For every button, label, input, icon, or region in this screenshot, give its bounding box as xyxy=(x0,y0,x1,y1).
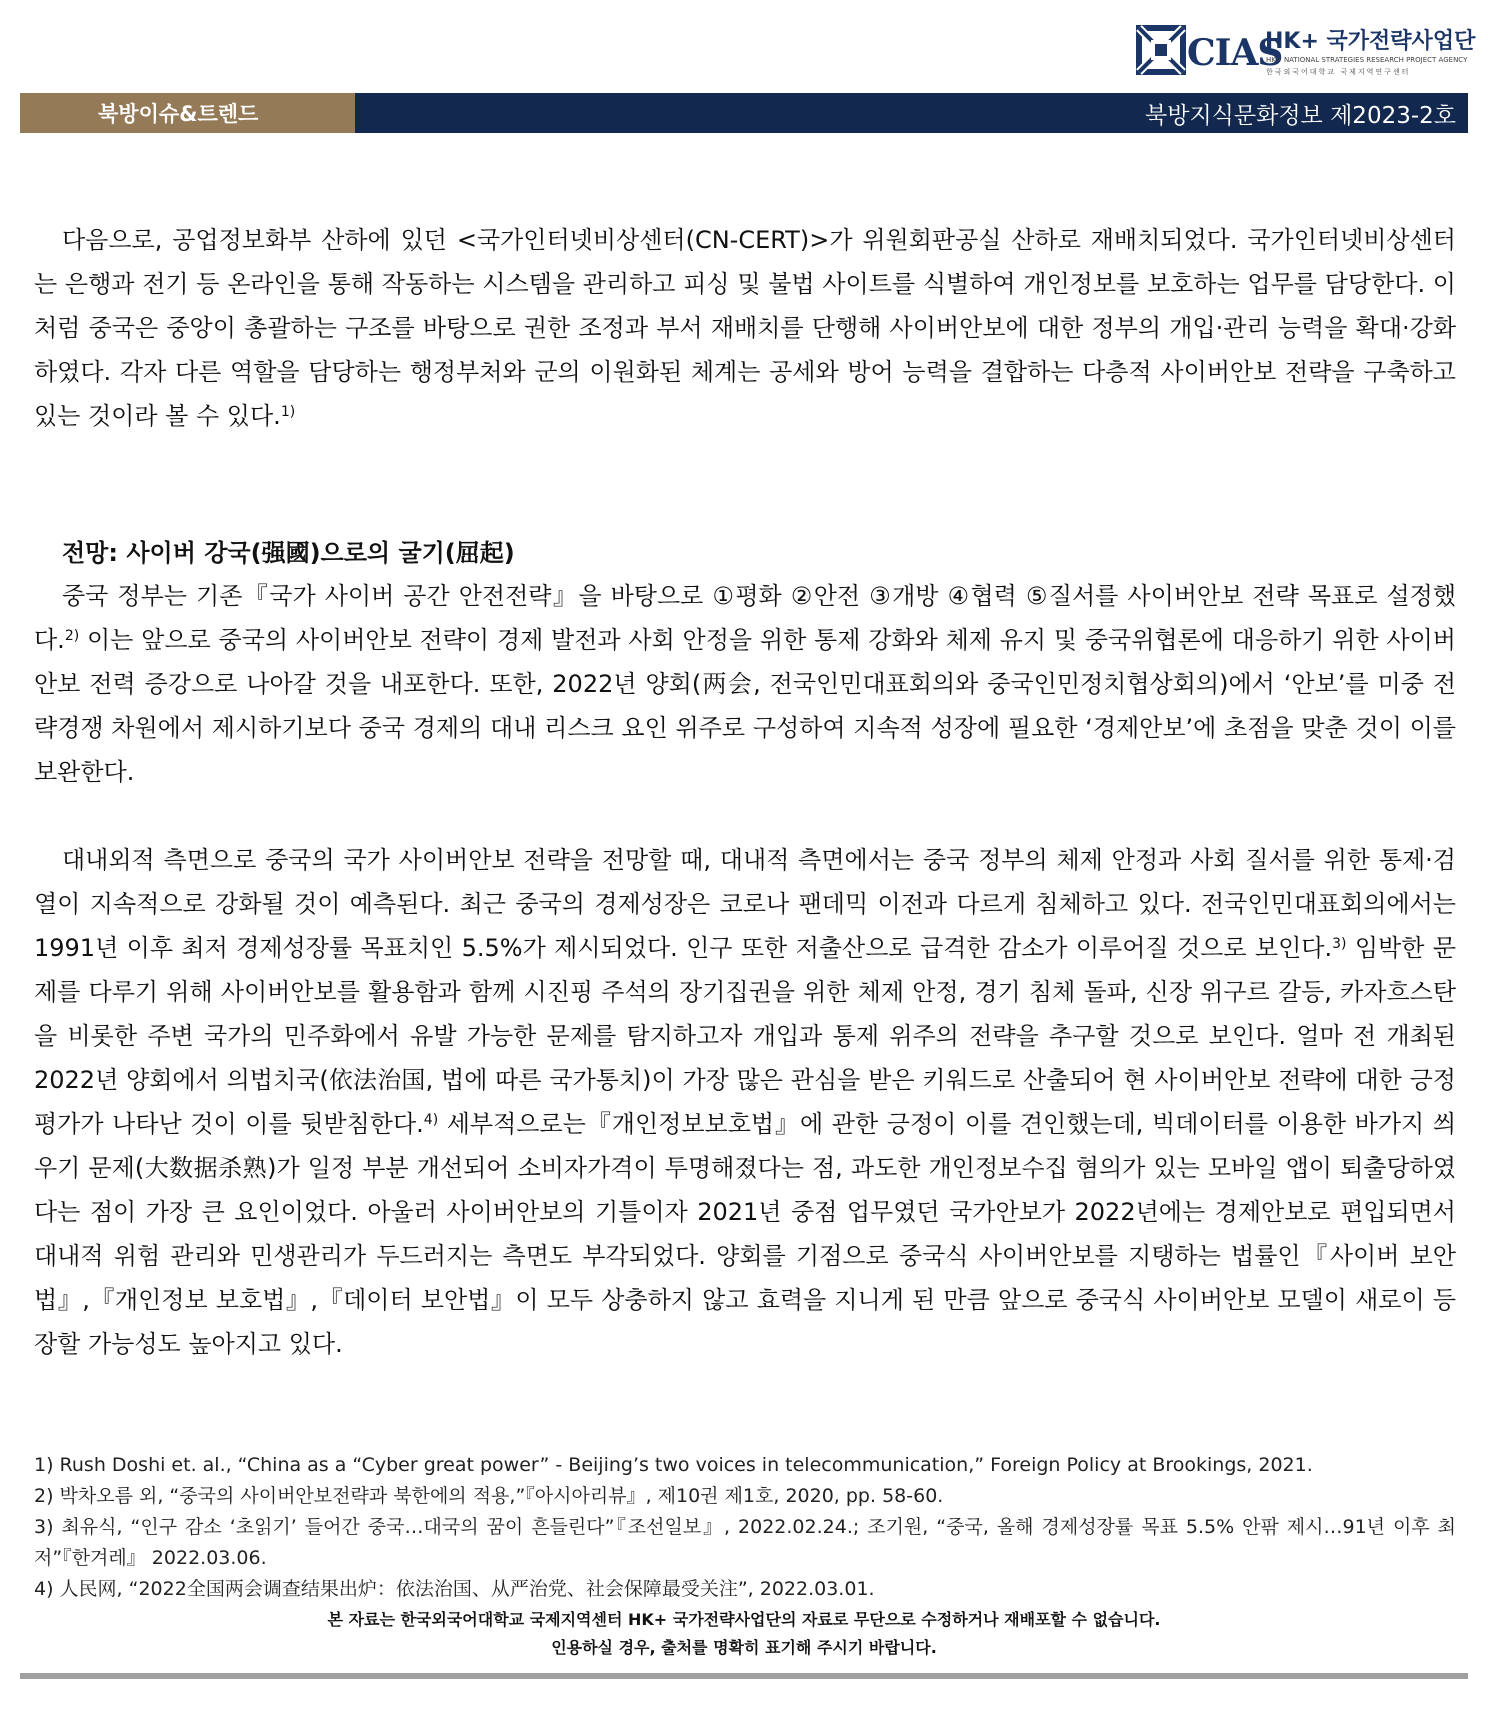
footnote-ref-3: 3) xyxy=(1332,936,1347,952)
logo-subtitle-en: HK+ NATIONAL STRATEGIES RESEARCH PROJECT AGENCY xyxy=(1266,56,1468,64)
section-label: 북방이슈&트렌드 xyxy=(20,93,355,133)
paragraph-1-text: 다음으로, 공업정보화부 산하에 있던 <국가인터넷비상센터(CN-CERT)>가 위원회판공실 산하로 재배치되었다. 국가인터넷비상센터는 은행과 전기 등 온라인을 통해 작동하는 시스템을 관리하고 피싱 및 불법 사이트를 식별하여 개인정보를 보호하는 업무를 담당한다. 이처럼 중국은 중앙이 총괄하는 구조를 바탕으로 권한 조정과 부서 재배치를 단행해 사이버안보에 대한 정부의 개입·관리 능력을 확대·강화하였다. 각자 다른 역할을 담당하는 행정부처와 군의 이원화된 체계는 공세와 방어 능력을 결합하는 다층적 사이버안보 전략을 구축하고 있는 것이라 볼 수 있다. xyxy=(34,226,1456,430)
cias-logo xyxy=(1135,20,1476,78)
footnotes xyxy=(34,1450,1456,1605)
footnote-1: 1) Rush Doshi et. al., “China as a “Cyber great power” - Beijing’s two voices in telecommunication,” Foreign Policy at Brookings, 2021. xyxy=(34,1454,1313,1476)
footnote-ref-2: 2) xyxy=(64,628,80,644)
section-heading: 전망: 사이버 강국(强國)으로의 굴기(屈起) xyxy=(62,539,515,567)
logo-subtitle-kr: 한국외국어대학교 국제지역연구센터 xyxy=(1266,68,1411,76)
logo-wordmark: CIAS xyxy=(1187,32,1283,74)
bottom-divider xyxy=(20,1673,1468,1679)
footnote-ref-1: 1) xyxy=(280,404,296,420)
notice-line-1: 본 자료는 한국외국어대학교 국제지역센터 HK+ 국가전략사업단의 자료로 무단으로 수정하거나 재배포할 수 없습니다. xyxy=(327,1610,1161,1629)
footnote-2: 2) 박차오름 외, “중국의 사이버안보전략과 북한에의 적용,”『아시아리뷰』, 제10권 제1호, 2020, pp. 58-60. xyxy=(34,1485,944,1507)
paragraph-3-text-a: 대내외적 측면으로 중국의 국가 사이버안보 전략을 전망할 때, 대내적 측면에서는 중국 정부의 체제 안정과 사회 질서를 위한 통제·검열이 지속적으로 강화될 것이 예측된다. 최근 중국의 경제성장은 코로나 팬데믹 이전과 다르게 침체하고 있다. 전국인민대표회의에서는 1991년 이후 최저 경제성장률 목표치인 5.5%가 제시되었다. 인구 또한 저출산으로 급격한 감소가 이루어질 것으로 보인다. xyxy=(34,846,1456,962)
paragraph-2-text-b: 이는 앞으로 중국의 사이버안보 전략이 경제 발전과 사회 안정을 위한 통제 강화와 체제 유지 및 중국위협론에 대응하기 위한 사이버안보 전력 증강으로 나아갈 것을 내포한다. 또한, 2022년 양회(两会, 전국인민대표회의와 중국인민정치협상회의)에서 ‘안보’를 미중 전략경쟁 차원에서 제시하기보다 중국 경제의 대내 리스크 요인 위주로 구성하여 지속적 성장에 필요한 ‘경제안보’에 초점을 맞춘 것이 이를 보완한다. xyxy=(34,626,1456,786)
cias-emblem-icon xyxy=(1135,24,1187,76)
footnote-3: 3) 최유식, “인구 감소 ‘초읽기’ 들어간 중국…대국의 꿈이 흔들린다”『조선일보』, 2022.02.24.; 조기원, “중국, 올해 경제성장률 목표 5.5% 안팎 제시…91년 이후 최저”『한겨레』 2022.03.06. xyxy=(34,1516,1456,1569)
footnote-ref-4: 4) xyxy=(423,1112,439,1128)
paragraph-2 xyxy=(34,574,1456,794)
paragraph-3-text-b: 임박한 문제를 다루기 위해 사이버안보를 활용함과 함께 시진핑 주석의 장기집권을 위한 체제 안정, 경기 침체 돌파, 신장 위구르 갈등, 카자흐스탄을 비롯한 주변 국가의 민주화에서 유발 가능한 문제를 탐지하고자 개입과 통제 위주의 전략을 추구할 것으로 보인다. 얼마 전 개최된 2022년 양회에서 의법치국(依法治国, 법에 따른 국가통치)이 가장 많은 관심을 받은 키워드로 산출되어 현 사이버안보 전략에 대한 긍정 평가가 나타난 것이 이를 뒷받침한다. xyxy=(34,934,1457,1138)
issue-label: 북방지식문화정보 제2023-2호 xyxy=(355,93,1468,133)
paragraph-3-text-c: 세부적으로는『개인정보보호법』에 관한 긍정이 이를 견인했는데, 빅데이터를 이용한 바가지 씌우기 문제(大数据杀熟)가 일정 부분 개선되어 소비자가격이 투명해졌다는 점, 과도한 개인정보수집 혐의가 있는 모바일 앱이 퇴출당하였다는 점이 가장 큰 요인이었다. 아울러 사이버안보의 기틀이자 2021년 중점 업무였던 국가안보가 2022년에는 경제안보로 편입되면서 대내적 위험 관리와 민생관리가 두드러지는 측면도 부각되었다. 양회를 기점으로 중국식 사이버안보를 지탱하는 법률인『사이버 보안법』,『개인정보 보호법』,『데이터 보안법』이 모두 상충하지 않고 효력을 지니게 된 만큼 앞으로 중국식 사이버안보 모델이 새로이 등장할 가능성도 높아지고 있다. xyxy=(34,1110,1457,1358)
footnote-4: 4) 人民网, “2022全国两会调查结果出炉：依法治国、从严治党、社会保障最受关注”, 2022.03.01. xyxy=(34,1578,875,1600)
header-banner xyxy=(20,93,1468,133)
logo-title: HK+ 국가전략사업단 xyxy=(1265,29,1476,54)
paragraph-1 xyxy=(34,218,1456,438)
paragraph-3 xyxy=(34,838,1456,1366)
copyright-notice xyxy=(0,1606,1488,1662)
notice-line-2: 인용하실 경우, 출처를 명확히 표기해 주시기 바랍니다. xyxy=(551,1638,937,1657)
paragraph-2-text-a: 중국 정부는 기존『국가 사이버 공간 안전전략』을 바탕으로 ①평화 ②안전 ③개방 ④협력 ⑤질서를 사이버안보 전략 목표로 설정했다. xyxy=(34,582,1457,654)
